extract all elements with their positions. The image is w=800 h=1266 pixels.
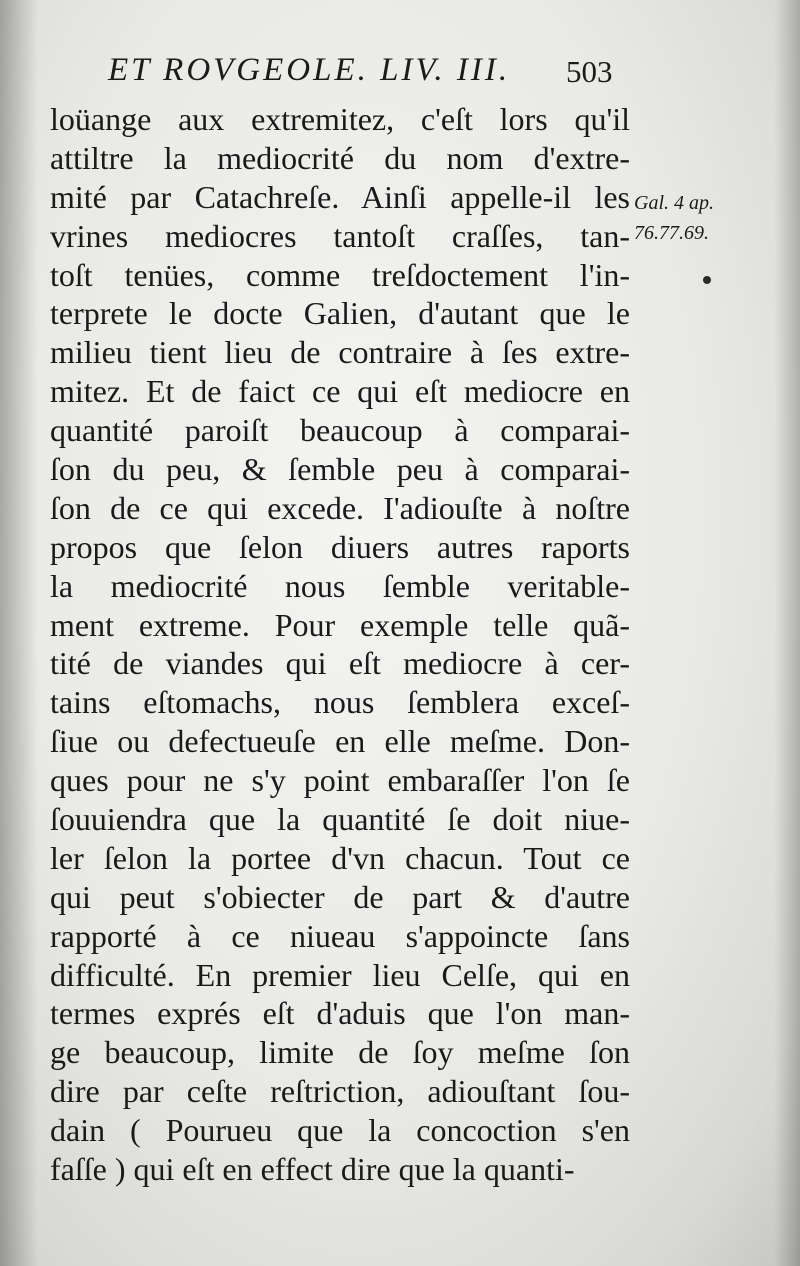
- body-text: [50, 100, 630, 1189]
- marginal-note-line: 76.77.69.: [634, 222, 709, 244]
- text-line: termes exprés eſt d'aduis que l'on man-: [50, 995, 630, 1032]
- text-line: rapporté à ce niueau s'appoincte ſans: [50, 917, 630, 954]
- page-number: 503: [566, 54, 613, 89]
- text-line: ſouuiendra que la quantité ſe doit niue-: [50, 801, 630, 838]
- text-line: propos que ſelon diuers autres raports: [50, 528, 630, 565]
- text-line: mité par Catachreſe. Ainſi appelle-il les: [50, 178, 630, 215]
- text-line: milieu tient lieu de contraire à ſes extre-: [50, 334, 630, 371]
- text-line: tains eſtomachs, nous ſemblera exceſ-: [50, 684, 630, 721]
- ink-spot: [703, 276, 711, 284]
- text-line: ques pour ne s'y point embaraſſer l'on ſe: [50, 762, 630, 799]
- text-line: qui peut s'obiecter de part & d'autre: [50, 878, 630, 915]
- marginal-note: [634, 188, 774, 248]
- text-line: ſon du peu, & ſemble peu à comparai-: [50, 451, 630, 488]
- text-line: ſon de ce qui excede. I'adiouſte à noſtre: [50, 489, 630, 526]
- text-line: ſiue ou defectueuſe en elle meſme. Don-: [50, 723, 630, 760]
- text-line: ler ſelon la portee d'vn chacun. Tout ce: [50, 839, 630, 876]
- text-line: difficulté. En premier lieu Celſe, qui en: [50, 956, 630, 993]
- text-line: terprete le docte Galien, d'autant que le: [50, 295, 630, 332]
- text-line: attiltre la mediocrité du nom d'extre-: [50, 139, 630, 176]
- text-line: vrines mediocres tantoſt craſſes, tan-: [50, 217, 630, 254]
- text-line: ment extreme. Pour exemple telle quã-: [50, 606, 630, 643]
- text-line: la mediocrité nous ſemble veritable-: [50, 567, 630, 604]
- page-edge-shadow-right: [774, 0, 800, 1266]
- text-line: toſt tenües, comme treſdoctement l'in-: [50, 256, 630, 293]
- text-line: tité de viandes qui eſt mediocre à cer-: [50, 645, 630, 682]
- text-line: mitez. Et de faict ce qui eſt mediocre en: [50, 373, 630, 410]
- text-line: loüange aux extremitez, c'eſt lors qu'il: [50, 101, 630, 137]
- marginal-note-line: Gal. 4 ap.: [634, 192, 714, 214]
- running-head: ET ROVGEOLE. LIV. III.: [108, 52, 511, 88]
- page-edge-shadow-left: [0, 0, 38, 1266]
- text-line: ge beaucoup, limite de ſoy meſme ſon: [50, 1034, 630, 1071]
- text-line: faſſe ) qui eſt en effect dire que la quanti-: [50, 1151, 575, 1188]
- text-line: quantité paroiſt beaucoup à comparai-: [50, 412, 630, 449]
- text-line: dire par ceſte reſtriction, adiouſtant ſou-: [50, 1073, 630, 1110]
- text-line: dain ( Pourueu que la concoction s'en: [50, 1112, 630, 1149]
